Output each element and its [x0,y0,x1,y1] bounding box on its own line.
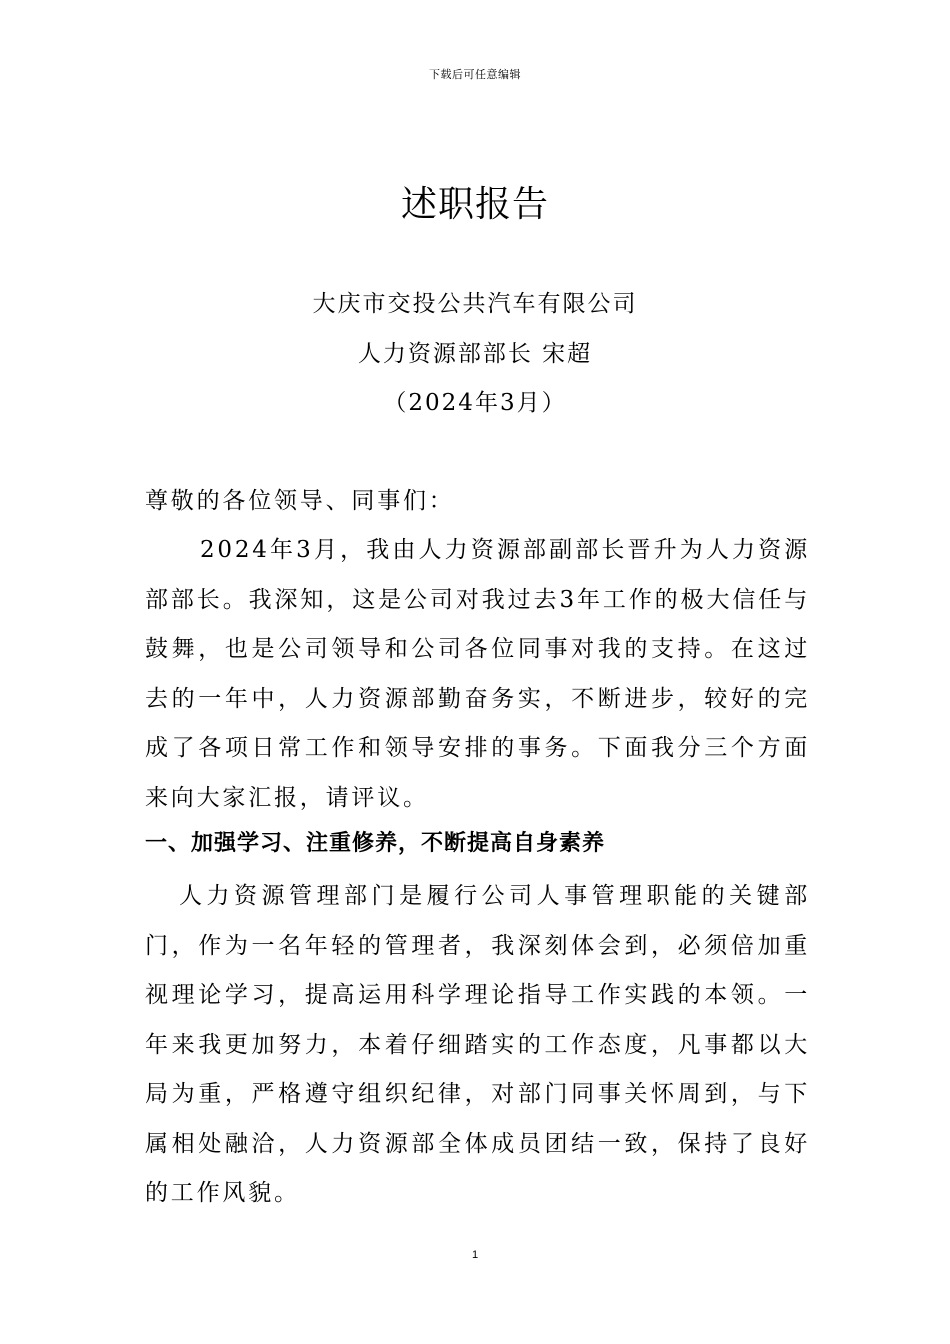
author-line: 人力资源部部长 宋超 [357,341,593,367]
document-title: 述职报告 [400,184,549,225]
section-heading-1: 一、加强学习、注重修养，不断提高自身素养 [145,831,606,856]
page-number: 1 [471,1249,479,1261]
company-name: 大庆市交投公共汽车有限公司 [312,291,638,317]
report-date: （2024年3月） [383,390,567,416]
header-note: 下载后可任意编辑 [429,68,521,81]
salutation: 尊敬的各位领导、同事们： [145,488,455,514]
paragraph-intro: 2024年3月，我由人力资源部副部长晋升为人力资源部部长。我深知，这是公司对我过去3年工作的极大信任与鼓舞，也是公司领导和公司各位同事对我的支持。在这过去的一年中，人力资源部勤奋务实，不断进步，较好的完成了各项日常工作和领导安排的事务。下面我分三个方面来向大家汇报，请评议。 [145,537,810,811]
paragraph-section-1: 人力资源管理部门是履行公司人事管理职能的关键部门，作为一名年轻的管理者，我深刻体会到，必须倍加重视理论学习，提高运用科学理论指导工作实践的本领。一年来我更加努力，本着仔细踏实的工作态度，凡事都以大局为重，严格遵守组织纪律，对部门同事关怀周到，与下属相处融洽，人力资源部全体成员团结一致，保持了良好的工作风貌。 [145,883,810,1206]
